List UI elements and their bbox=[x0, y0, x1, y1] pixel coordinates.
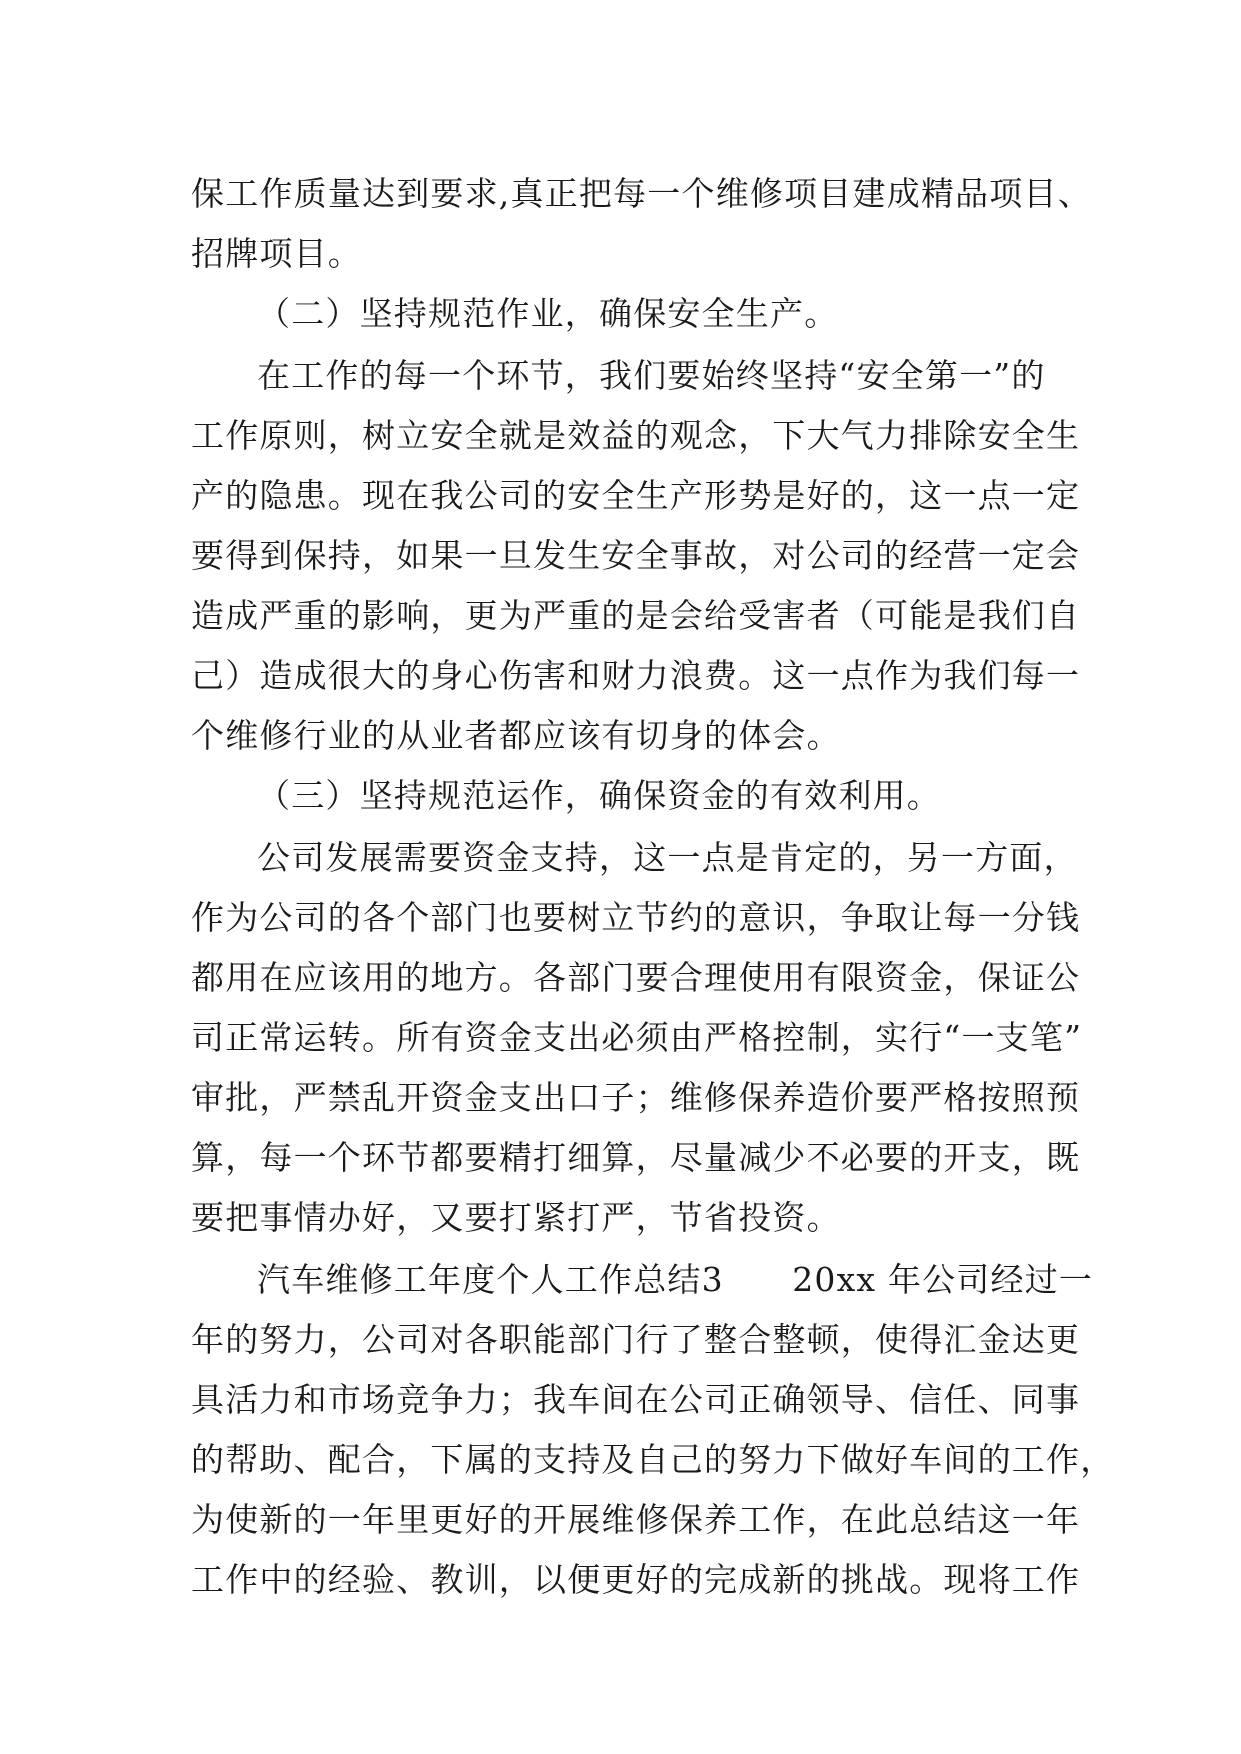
text-line: 个维修行业的从业者都应该有切身的体会。 bbox=[191, 716, 841, 755]
text-line: 产的隐患。现在我公司的安全生产形势是好的，这一点一定 bbox=[191, 476, 1081, 515]
section-heading: （三）坚持规范运作，确保资金的有效利用。 bbox=[257, 776, 941, 815]
section-heading: （二）坚持规范作业，确保安全生产。 bbox=[257, 294, 839, 333]
text-line: 审批，严禁乱开资金支出口子；维修保养造价要严格按照预 bbox=[191, 1078, 1081, 1117]
text-line: 作为公司的各个部门也要树立节约的意识，争取让每一分钱 bbox=[191, 898, 1081, 937]
text-line: 的帮助、配合，下属的支持及自己的努力下做好车间的工作， bbox=[191, 1440, 1115, 1479]
text-line: 汽车维修工年度个人工作总结3 20xx 年公司经过一 bbox=[257, 1260, 1094, 1299]
text-line: 造成严重的影响，更为严重的是会给受害者（可能是我们自 bbox=[191, 596, 1081, 635]
text-line: 工作中的经验、教训，以便更好的完成新的挑战。现将工作 bbox=[191, 1560, 1081, 1599]
text-line: 司正常运转。所有资金支出必须由严格控制，实行“一支笔” bbox=[191, 1018, 1083, 1057]
text-line: 年的努力，公司对各职能部门行了整合整顿，使得汇金达更 bbox=[191, 1320, 1081, 1359]
text-line: 具活力和市场竞争力；我车间在公司正确领导、信任、同事 bbox=[191, 1380, 1081, 1419]
text-line: 都用在应该用的地方。各部门要合理使用有限资金，保证公 bbox=[191, 958, 1081, 997]
text-line: 工作原则，树立安全就是效益的观念，下大气力排除安全生 bbox=[191, 416, 1081, 455]
text-line: 公司发展需要资金支持，这一点是肯定的，另一方面， bbox=[257, 838, 1078, 877]
text-line: 在工作的每一个环节，我们要始终坚持“安全第一”的 bbox=[257, 356, 1046, 395]
text-line: 己）造成很大的身心伤害和财力浪费。这一点作为我们每一 bbox=[191, 656, 1081, 695]
text-line: 算，每一个环节都要精打细算，尽量减少不必要的开支，既 bbox=[191, 1138, 1081, 1177]
text-line: 招牌项目。 bbox=[191, 234, 362, 273]
text-line: 为使新的一年里更好的开展维修保养工作，在此总结这一年 bbox=[191, 1500, 1081, 1539]
text-line: 要得到保持，如果一旦发生安全事故，对公司的经营一定会 bbox=[191, 536, 1081, 575]
text-line: 保工作质量达到要求,真正把每一个维修项目建成精品项目、 bbox=[191, 174, 1092, 213]
text-line: 要把事情办好，又要打紧打严，节省投资。 bbox=[191, 1198, 841, 1237]
